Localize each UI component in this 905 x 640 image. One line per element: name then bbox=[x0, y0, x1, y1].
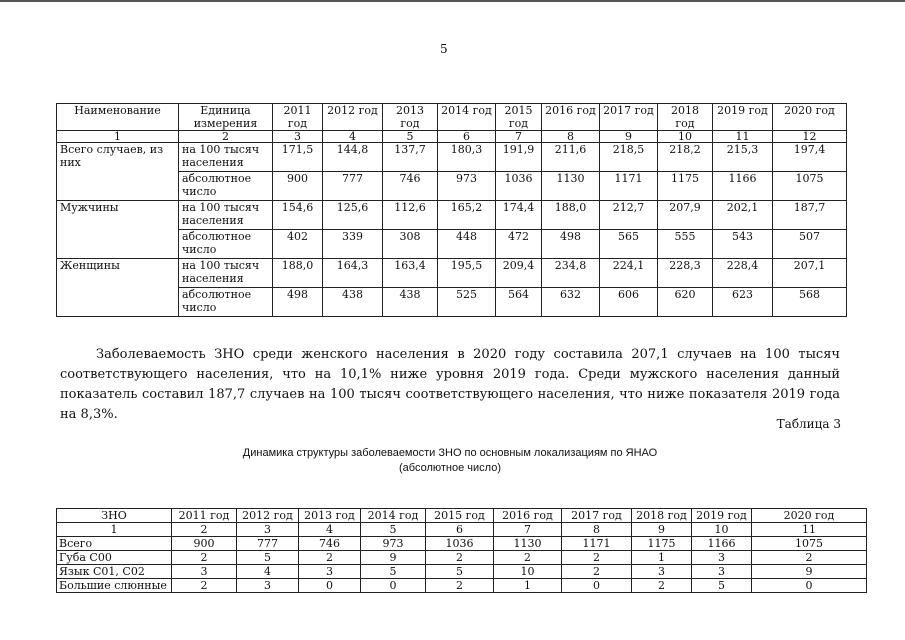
table-row bbox=[57, 201, 847, 230]
value-cell: 218,2 bbox=[658, 143, 713, 172]
value-cell: 1036 bbox=[426, 537, 494, 551]
value-cell: 144,8 bbox=[323, 143, 383, 172]
unit-cell: абсолютное число bbox=[179, 230, 273, 259]
row-group-name: Мужчины bbox=[57, 201, 179, 259]
value-cell: 2 bbox=[494, 551, 562, 565]
value-cell: 777 bbox=[323, 172, 383, 201]
value-cell: 202,1 bbox=[713, 201, 773, 230]
table-caption: Динамика структуры заболеваемости ЗНО по основным локализациям по ЯНАО bbox=[242, 447, 658, 459]
column-number: 6 bbox=[438, 131, 496, 143]
header-cell: 2012 год bbox=[323, 104, 383, 131]
value-cell: 308 bbox=[383, 230, 438, 259]
header-cell: Единица измерения bbox=[179, 104, 273, 131]
column-number-row bbox=[57, 523, 867, 537]
value-cell: 900 bbox=[273, 172, 323, 201]
header-cell: 2013 год bbox=[299, 509, 361, 523]
value-cell: 900 bbox=[172, 537, 237, 551]
header-cell: ЗНО bbox=[57, 509, 172, 523]
table-header-row bbox=[57, 509, 867, 523]
value-cell: 1175 bbox=[632, 537, 692, 551]
value-cell: 0 bbox=[752, 579, 867, 593]
value-cell: 448 bbox=[438, 230, 496, 259]
column-number: 5 bbox=[361, 523, 426, 537]
value-cell: 3 bbox=[172, 565, 237, 579]
value-cell: 215,3 bbox=[713, 143, 773, 172]
value-cell: 234,8 bbox=[542, 259, 600, 288]
value-cell: 564 bbox=[496, 288, 542, 317]
column-number: 1 bbox=[57, 523, 172, 537]
header-cell: 2020 год bbox=[773, 104, 847, 131]
value-cell: 1166 bbox=[692, 537, 752, 551]
value-cell: 2 bbox=[426, 579, 494, 593]
value-cell: 568 bbox=[773, 288, 847, 317]
value-cell: 164,3 bbox=[323, 259, 383, 288]
value-cell: 339 bbox=[323, 230, 383, 259]
column-number: 12 bbox=[773, 131, 847, 143]
value-cell: 746 bbox=[383, 172, 438, 201]
header-cell: 2016 год bbox=[494, 509, 562, 523]
value-cell: 555 bbox=[658, 230, 713, 259]
value-cell: 525 bbox=[438, 288, 496, 317]
value-cell: 606 bbox=[600, 288, 658, 317]
value-cell: 188,0 bbox=[542, 201, 600, 230]
value-cell: 180,3 bbox=[438, 143, 496, 172]
value-cell: 746 bbox=[299, 537, 361, 551]
top-border-line bbox=[0, 0, 905, 2]
value-cell: 1 bbox=[494, 579, 562, 593]
value-cell: 207,9 bbox=[658, 201, 713, 230]
value-cell: 623 bbox=[713, 288, 773, 317]
column-number: 1 bbox=[57, 131, 179, 143]
value-cell: 402 bbox=[273, 230, 323, 259]
value-cell: 565 bbox=[600, 230, 658, 259]
column-number: 8 bbox=[562, 523, 632, 537]
value-cell: 498 bbox=[542, 230, 600, 259]
column-number: 5 bbox=[383, 131, 438, 143]
value-cell: 1166 bbox=[713, 172, 773, 201]
table-row bbox=[57, 537, 867, 551]
value-cell: 5 bbox=[692, 579, 752, 593]
table-row bbox=[57, 579, 867, 593]
value-cell: 507 bbox=[773, 230, 847, 259]
value-cell: 2 bbox=[562, 551, 632, 565]
value-cell: 620 bbox=[658, 288, 713, 317]
value-cell: 2 bbox=[426, 551, 494, 565]
column-number: 7 bbox=[494, 523, 562, 537]
unit-cell: на 100 тысяч населения bbox=[179, 201, 273, 230]
row-name: Всего bbox=[57, 537, 172, 551]
header-cell: 2016 год bbox=[542, 104, 600, 131]
value-cell: 197,4 bbox=[773, 143, 847, 172]
value-cell: 112,6 bbox=[383, 201, 438, 230]
value-cell: 5 bbox=[237, 551, 299, 565]
column-number: 2 bbox=[179, 131, 273, 143]
column-number: 7 bbox=[496, 131, 542, 143]
value-cell: 137,7 bbox=[383, 143, 438, 172]
value-cell: 9 bbox=[752, 565, 867, 579]
header-cell: 2015 год bbox=[496, 104, 542, 131]
header-cell: 2018 год bbox=[632, 509, 692, 523]
value-cell: 2 bbox=[172, 579, 237, 593]
value-cell: 973 bbox=[361, 537, 426, 551]
value-cell: 777 bbox=[237, 537, 299, 551]
value-cell: 9 bbox=[361, 551, 426, 565]
value-cell: 1130 bbox=[494, 537, 562, 551]
value-cell: 3 bbox=[692, 565, 752, 579]
column-number: 9 bbox=[632, 523, 692, 537]
value-cell: 472 bbox=[496, 230, 542, 259]
value-cell: 207,1 bbox=[773, 259, 847, 288]
unit-cell: на 100 тысяч населения bbox=[179, 259, 273, 288]
value-cell: 2 bbox=[172, 551, 237, 565]
header-cell: 2013 год bbox=[383, 104, 438, 131]
column-number: 4 bbox=[323, 131, 383, 143]
value-cell: 543 bbox=[713, 230, 773, 259]
value-cell: 1036 bbox=[496, 172, 542, 201]
value-cell: 2 bbox=[299, 551, 361, 565]
value-cell: 187,7 bbox=[773, 201, 847, 230]
value-cell: 4 bbox=[237, 565, 299, 579]
value-cell: 0 bbox=[299, 579, 361, 593]
value-cell: 3 bbox=[299, 565, 361, 579]
header-cell: 2014 год bbox=[361, 509, 426, 523]
value-cell: 174,4 bbox=[496, 201, 542, 230]
value-cell: 228,3 bbox=[658, 259, 713, 288]
column-number: 3 bbox=[273, 131, 323, 143]
value-cell: 228,4 bbox=[713, 259, 773, 288]
table-label: Таблица 3 bbox=[776, 417, 841, 431]
table-row bbox=[57, 143, 847, 172]
unit-cell: на 100 тысяч населения bbox=[179, 143, 273, 172]
value-cell: 1171 bbox=[600, 172, 658, 201]
header-cell: 2019 год bbox=[713, 104, 773, 131]
header-cell: 2017 год bbox=[600, 104, 658, 131]
row-group-name: Женщины bbox=[57, 259, 179, 317]
value-cell: 212,7 bbox=[600, 201, 658, 230]
value-cell: 163,4 bbox=[383, 259, 438, 288]
table-row bbox=[57, 565, 867, 579]
value-cell: 165,2 bbox=[438, 201, 496, 230]
localization-table bbox=[56, 508, 867, 593]
value-cell: 632 bbox=[542, 288, 600, 317]
header-cell: 2011 год bbox=[172, 509, 237, 523]
header-cell: 2018 год bbox=[658, 104, 713, 131]
value-cell: 154,6 bbox=[273, 201, 323, 230]
header-cell: 2014 год bbox=[438, 104, 496, 131]
value-cell: 188,0 bbox=[273, 259, 323, 288]
column-number: 10 bbox=[692, 523, 752, 537]
row-group-name: Всего случаев, из них bbox=[57, 143, 179, 201]
page-number: 5 bbox=[440, 42, 448, 56]
table-row bbox=[57, 551, 867, 565]
table-row bbox=[57, 259, 847, 288]
value-cell: 209,4 bbox=[496, 259, 542, 288]
value-cell: 224,1 bbox=[600, 259, 658, 288]
value-cell: 191,9 bbox=[496, 143, 542, 172]
column-number: 6 bbox=[426, 523, 494, 537]
column-number: 9 bbox=[600, 131, 658, 143]
row-name: Губа С00 bbox=[57, 551, 172, 565]
value-cell: 5 bbox=[426, 565, 494, 579]
header-cell: 2019 год bbox=[692, 509, 752, 523]
value-cell: 3 bbox=[632, 565, 692, 579]
value-cell: 211,6 bbox=[542, 143, 600, 172]
value-cell: 5 bbox=[361, 565, 426, 579]
row-name: Язык С01, С02 bbox=[57, 565, 172, 579]
value-cell: 973 bbox=[438, 172, 496, 201]
value-cell: 438 bbox=[323, 288, 383, 317]
value-cell: 438 bbox=[383, 288, 438, 317]
value-cell: 1 bbox=[632, 551, 692, 565]
value-cell: 10 bbox=[494, 565, 562, 579]
value-cell: 498 bbox=[273, 288, 323, 317]
value-cell: 1130 bbox=[542, 172, 600, 201]
column-number: 8 bbox=[542, 131, 600, 143]
value-cell: 218,5 bbox=[600, 143, 658, 172]
table-subcaption: (абсолютное число) bbox=[399, 462, 501, 474]
column-number: 3 bbox=[237, 523, 299, 537]
incidence-table bbox=[56, 103, 847, 317]
header-cell: 2015 год bbox=[426, 509, 494, 523]
unit-cell: абсолютное число bbox=[179, 288, 273, 317]
column-number: 10 bbox=[658, 131, 713, 143]
column-number-row bbox=[57, 131, 847, 143]
value-cell: 2 bbox=[752, 551, 867, 565]
header-cell: 2012 год bbox=[237, 509, 299, 523]
value-cell: 0 bbox=[361, 579, 426, 593]
value-cell: 2 bbox=[632, 579, 692, 593]
header-cell: 2017 год bbox=[562, 509, 632, 523]
value-cell: 195,5 bbox=[438, 259, 496, 288]
value-cell: 1171 bbox=[562, 537, 632, 551]
value-cell: 125,6 bbox=[323, 201, 383, 230]
header-cell: 2020 год bbox=[752, 509, 867, 523]
value-cell: 0 bbox=[562, 579, 632, 593]
column-number: 11 bbox=[752, 523, 867, 537]
column-number: 11 bbox=[713, 131, 773, 143]
value-cell: 1075 bbox=[773, 172, 847, 201]
unit-cell: абсолютное число bbox=[179, 172, 273, 201]
column-number: 4 bbox=[299, 523, 361, 537]
value-cell: 3 bbox=[237, 579, 299, 593]
header-cell: Наименование bbox=[57, 104, 179, 131]
body-paragraph: Заболеваемость ЗНО среди женского населения в 2020 году составила 207,1 случаев на 100 тысяч соответствующего населения, что на 10,1% ниже уровня 2019 года. Среди мужского населения данный показатель составил 187,7 случаев на 100 тысяч соответствующего населения, что ниже показателя 2019 года на 8,3%. bbox=[60, 347, 840, 422]
value-cell: 1075 bbox=[752, 537, 867, 551]
header-cell: 2011 год bbox=[273, 104, 323, 131]
value-cell: 1175 bbox=[658, 172, 713, 201]
value-cell: 2 bbox=[562, 565, 632, 579]
value-cell: 171,5 bbox=[273, 143, 323, 172]
value-cell: 3 bbox=[692, 551, 752, 565]
column-number: 2 bbox=[172, 523, 237, 537]
table-header-row bbox=[57, 104, 847, 131]
row-name: Большие слюнные bbox=[57, 579, 172, 593]
